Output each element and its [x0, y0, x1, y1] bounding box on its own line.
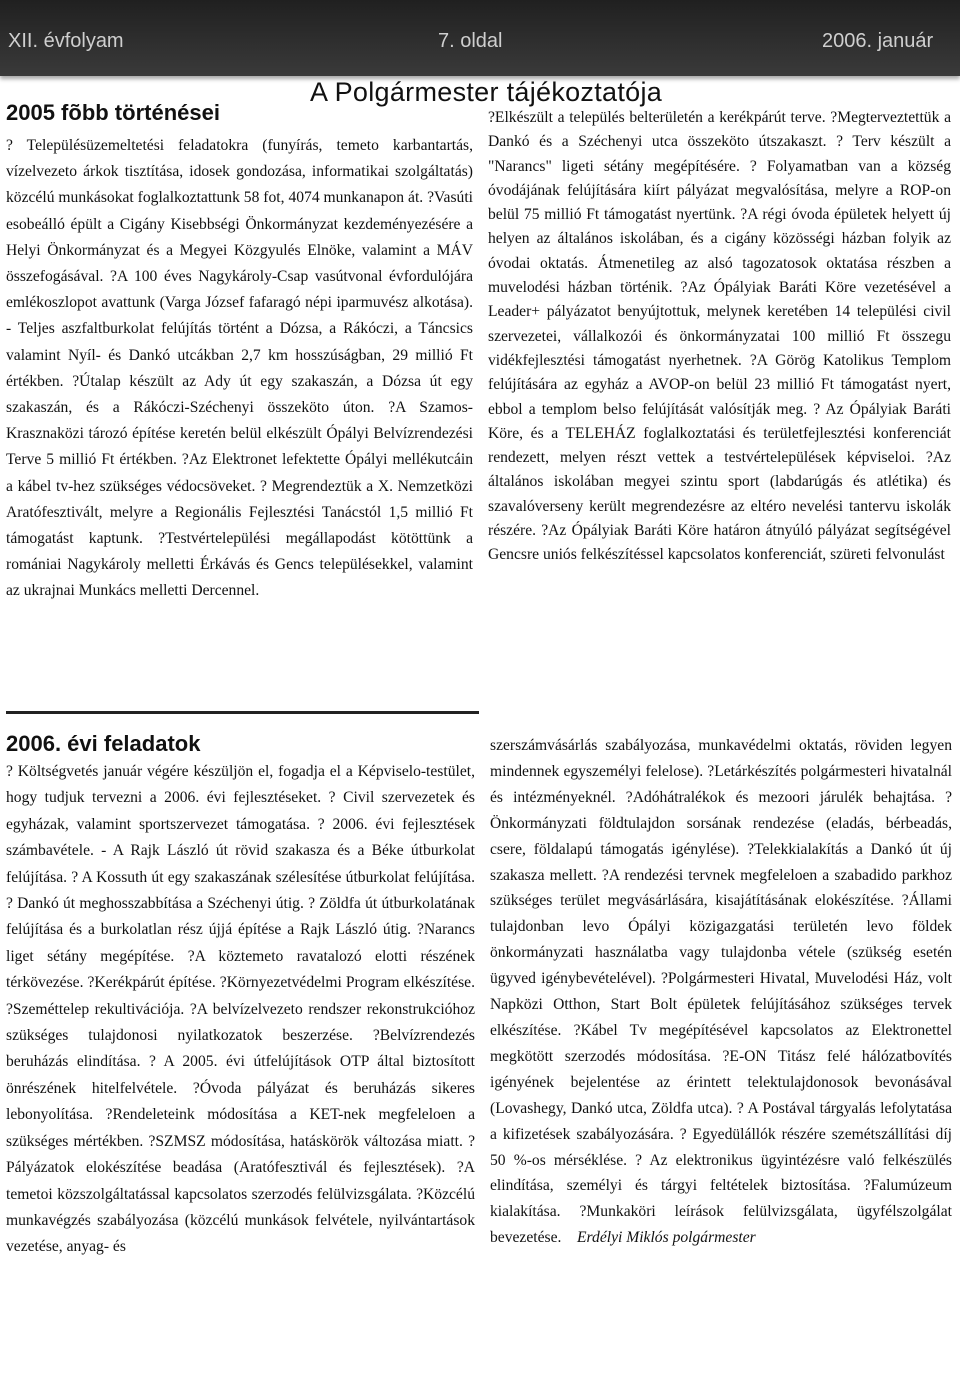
- page-title: A Polgármester tájékoztatója: [310, 77, 663, 107]
- section-2006-right-body: szerszámvásárlás szabályozása, munkavédelmi oktatás, röviden legyen mindennek egyszemélyi felelose). ?Letárkészítés polgármesteri hivatalnál és intézményeknél. ?Adóhátralékok és mezoori járulék behajtása. ?Önkormányzati földtulajdon sorsának rendezése (eladás, bérbeadás, csere, földalapú támogatás igénylése). ?Telekkialakítás a Dankó út új szakasza mellett. ?A rendezési tervnek megfeleloen a szabadido parkhoz szükséges terület megvásárlására, kisajátításának elokészítése. ?Állami tulajdonban levo Ópályi közigazgatási területén levo földek önkormányzati használatba vagy tulajdonba vétele (szükség esetén ügyved igénybevételével). ?Polgármesteri Hivatal, Muvelodési Ház, volt Napközi Otthon, Start Bolt épületek felújításához szükséges tervek elkészítése. ?Kábel Tv megépítésével kapcsolatos az Elektronettel megkötött szerzodés módosítása. ?E-ON Titász felé hálózatbovítés igényének bejelentése az érintett telektulajdonosok bevonásával (Lovashegy, Dankó utca, Zöldfa utca). ? A Postával tárgyalás lefolytatása a kifizetések szabályozására. ? Egyedülállók részére szemétszállítási díj 50 %-os mérséklése. ? Az elektronikus ügyintézésre való felkészülés elindítása, személyi és tárgyi feltételek biztosítása. ?Falumúzeum kialakítása. ?Munkaköri leírások felülvizsgálata, ügyfélszolgálat bevezetése.: [490, 737, 952, 1247]
- issue-date: 2006. január: [822, 30, 934, 52]
- volume-label: XII. évfolyam: [8, 30, 124, 52]
- section-heading-2005: 2005 fõbb történései: [6, 100, 220, 125]
- section-2006-right-text: [490, 733, 952, 1251]
- section-2005-right-column: ?Elkészült a település belterületén a kerékpárút terve. ?Megterveztettük a Dankó és a Széchenyi utca összeköto útszakaszt. ? Terv készült a "Narancs" ligeti sétány megépítésére. ? Folyamatban van a község óvodájának felújítására kiírt pályázat megvalósítása, melyre a ROP-on belül 75 millió Ft támogatást nyertünk. ?A régi óvoda épületek helyett új helyen az általános iskolában, és a cigány közösségi házban folyik az óvodai oktatás. Átmenetileg az alsó tagozatosok oktatása részben a muvelodési házban történik. ?Az Ópályiak Baráti Köre vezetésével a Leader+ pályázatot benyújtottuk, melynek keretében 14 települési civil szervezetei, vállalkozói és önkormányzatai 100 millió Ft összegu vidékfejlesztési támogatást nyerhetnek. ?A Görög Katolikus Templom felújítására az egyház a AVOP-on belül 23 millió Ft támogatást nyert, ebbol a templom belso felújítását valósítják meg. ? Az Ópályiak Baráti Köre, és a TELEHÁZ foglalkoztatási és területfejlesztési konferenciát rendezett, melyen részt vettek a testvértelepülések képviseloi. ?Az általános iskolában megyei szintu sport (labdarúgás és atlétika) és szavalóverseny került megrendezésre az eltéro nevelési tantervu iskolák részére. ?Az Ópályiak Baráti Köre határon átnyúló pályázat segítségével Gencsre uniós felkészítéssel kapcsolatos konferenciát, szüreti felvonulást: [488, 109, 951, 564]
- mayor-signature: Erdélyi Miklós polgármester: [577, 1229, 756, 1247]
- section-2006-right-column: [490, 733, 952, 1251]
- section-2006-left-column: ? Költségvetés január végére készüljön el, fogadja el a Képviselo-testület, hogy tudjuk tervezni a 2006. évi fejlesztéseket. ? Civil szervezetek és egyházak, valamint sportszervezet támogatása. ? 2006. évi fejlesztések számbavétele. - A Rajk László út rövid szakasza és a Béke útburkolat felújítása. ? A Kossuth út egy szakaszának szélesítése útburkolat felújítása. ? Dankó út meghosszabbítása a Széchenyi útig. ? Zöldfa út útburkolatának felújítása és a burkolatlan rész újjá építése a Rajk László útig. ?Narancs liget sétány megépítése. ?A köztemeto ravatalozó elotti részének térkövezése. ?Kerékpárút építése. ?Környezetvédelmi Program elkészítése. ?Szeméttelep rekultivációja. ?A belvízelvezeto rendszer rekonstrukcióhoz szükséges tulajdonosi nyilatkozatok beszerzése. ?Belvízrendezés beruházás elindítása. ? A 2005. évi útfelújítások OTP által biztosított önrészének hitelfelvétele. ?Óvoda pályázat és beruházás sikeres lebonyolítása. ?Rendeleteink módosítása a KET-nek megfeleloen a szükséges mértékben. ?SZMSZ módosítása, hatáskörök változása miatt. ?Pályázatok elokészítése beadása (Aratófesztivál és fejlesztések). ?A temetoi közszolgáltatással kapcsolatos szerzodés felülvizsgálata. ?Közcélú munkavégzés szabályozása (közcélú munkások felvétele, nyilvántartások vezetése, anyag- és: [6, 763, 475, 1256]
- section-divider: [6, 711, 479, 714]
- page-header-bar: [0, 0, 960, 76]
- page-number: 7. oldal: [438, 30, 503, 52]
- section-heading-2006: 2006. évi feladatok: [6, 731, 201, 756]
- section-2005-left-column: ? Településüzemeltetési feladatokra (funyírás, temeto karbantartás, vízelvezeto árkok tisztítása, idosek gondozása, informatikai szolgáltatás) közcélú munkásokat foglalkoztattunk 58 fot, 4074 munkanapon át. ?Vasúti esobeálló épült a Cigány Kisebbségi Önkormányzat kezdeményezésére a Helyi Önkormányzat és a Megyei Közgyulés Elnöke, valamint a MÁV összefogásával. ?A 100 éves Nagykároly-Csap vasútvonal évfordulójára emlékoszlopot avattunk (Varga József fafaragó népi iparmuvész alkotása). - Teljes aszfaltburkolat felújítás történt a Dózsa, a Rákóczi, a Táncsics valamint Nyíl- és Dankó utcákban 2,7 km hosszúságban, 29 millió Ft értékben. ?Útalap készült az Ady út egy szakaszán, a Dózsa út egy szakaszán, és a Rákóczi-Széchenyi összeköto úton. ?A Szamos-Krasznaközi tározó építése keretén belül elkészült Ópályi Belvízrendezési Terve 5 millió Ft értékben. ?Az Elektronet lefektette Ópályi mellékutcáin a kábel tv-hez szükséges védocsöveket. ? Megrendeztük a X. Nemzetközi Aratófesztivált, melyre a Regionális Fejlesztési Tanácstól 1,5 millió Ft támogatást kaptunk. ?Testvértelepülési megállapodást kötöttünk a romániai Nagykároly melletti Érkávás és Gencs településekkel, valamint az ukrajnai Munkács melletti Dercennel.: [6, 137, 473, 600]
